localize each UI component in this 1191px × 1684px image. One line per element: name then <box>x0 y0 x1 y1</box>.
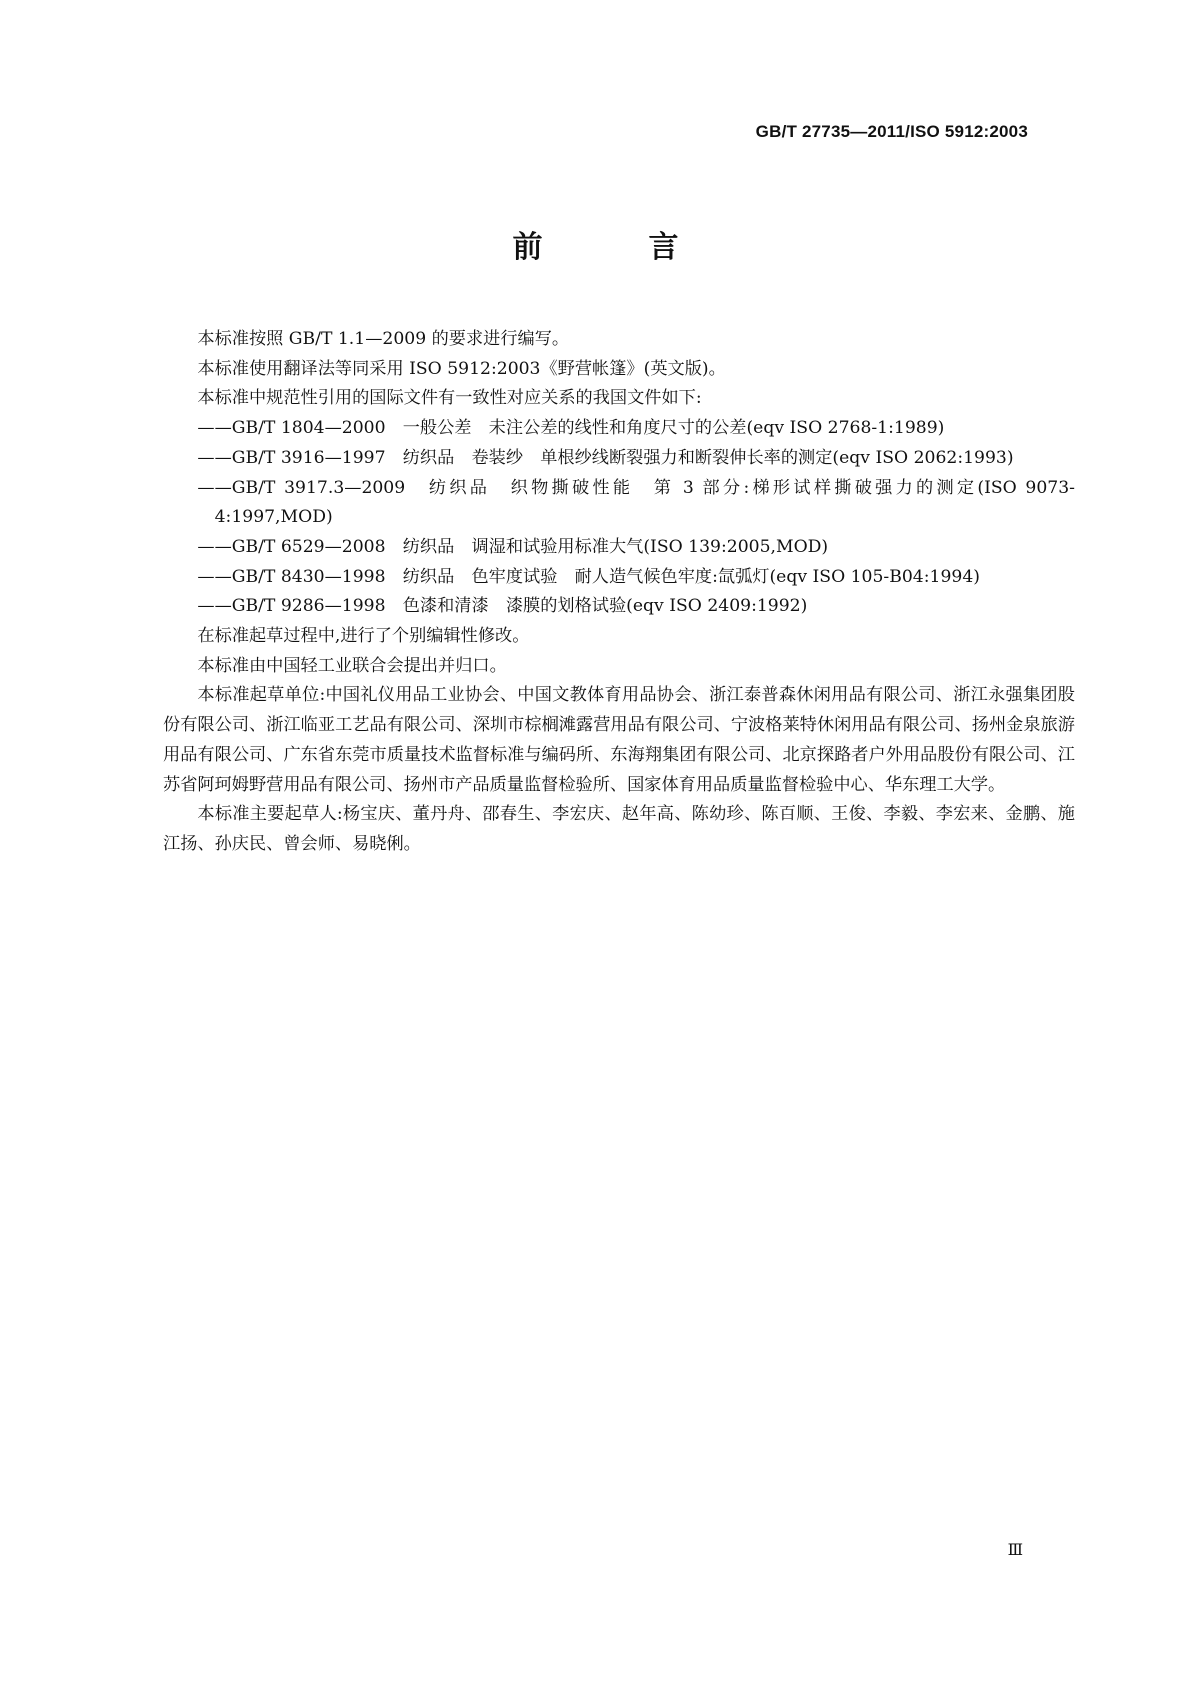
drafters-paragraph: 本标准主要起草人:杨宝庆、董丹舟、邵春生、李宏庆、赵年高、陈幼珍、陈百顺、王俊、李毅、李宏来、金鹏、施江扬、孙庆民、曾会师、易晓俐。 <box>163 804 1075 854</box>
reference-item: ——GB/T 6529—2008 纺织品 调湿和试验用标准大气(ISO 139:2005,MOD) <box>197 536 829 557</box>
reference-item: ——GB/T 8430—1998 纺织品 色牢度试验 耐人造气候色牢度:氙弧灯(eqv ISO 105-B04:1994) <box>197 566 980 587</box>
document-body <box>163 325 1075 860</box>
reference-item: ——GB/T 3916—1997 纺织品 卷装纱 单根纱线断裂强力和断裂伸长率的测定(eqv ISO 2062:1993) <box>197 447 1014 468</box>
reference-list <box>163 414 1075 622</box>
page-title: 前 言 <box>512 230 717 265</box>
reference-item: ——GB/T 3917.3—2009 纺织品 织物撕破性能 第 3 部分:梯形试样撕破强力的测定(ISO 9073-4:1997,MOD) <box>197 477 1075 528</box>
drafting-units-paragraph: 本标准起草单位:中国礼仪用品工业协会、中国文教体育用品协会、浙江泰普森休闲用品有限公司、浙江永强集团股份有限公司、浙江临亚工艺品有限公司、深圳市棕榈滩露营用品有限公司、宁波格莱特休闲用品有限公司、扬州金泉旅游用品有限公司、广东省东莞市质量技术监督标准与编码所、东海翔集团有限公司、北京探路者户外用品股份有限公司、江苏省阿珂姆野营用品有限公司、扬州市产品质量监督检验所、国家体育用品质量监督检验中心、华东理工大学。 <box>163 685 1075 795</box>
editorial-note-paragraph: 在标准起草过程中,进行了个别编辑性修改。 <box>197 626 530 647</box>
standard-number-header: GB/T 27735—2011/ISO 5912:2003 <box>755 122 1028 141</box>
intro-paragraph: 本标准中规范性引用的国际文件有一致性对应关系的我国文件如下: <box>197 388 702 409</box>
reference-item: ——GB/T 1804—2000 一般公差 未注公差的线性和角度尺寸的公差(eqv ISO 2768-1:1989) <box>197 418 945 439</box>
reference-item: ——GB/T 9286—1998 色漆和清漆 漆膜的划格试验(eqv ISO 2409:1992) <box>197 596 808 617</box>
intro-paragraph: 本标准按照 GB/T 1.1—2009 的要求进行编写。 <box>197 329 570 349</box>
page-number: Ⅲ <box>1007 1540 1023 1559</box>
intro-paragraph: 本标准使用翻译法等同采用 ISO 5912:2003《野营帐篷》(英文版)。 <box>197 358 726 379</box>
proposer-paragraph: 本标准由中国轻工业联合会提出并归口。 <box>197 655 507 676</box>
